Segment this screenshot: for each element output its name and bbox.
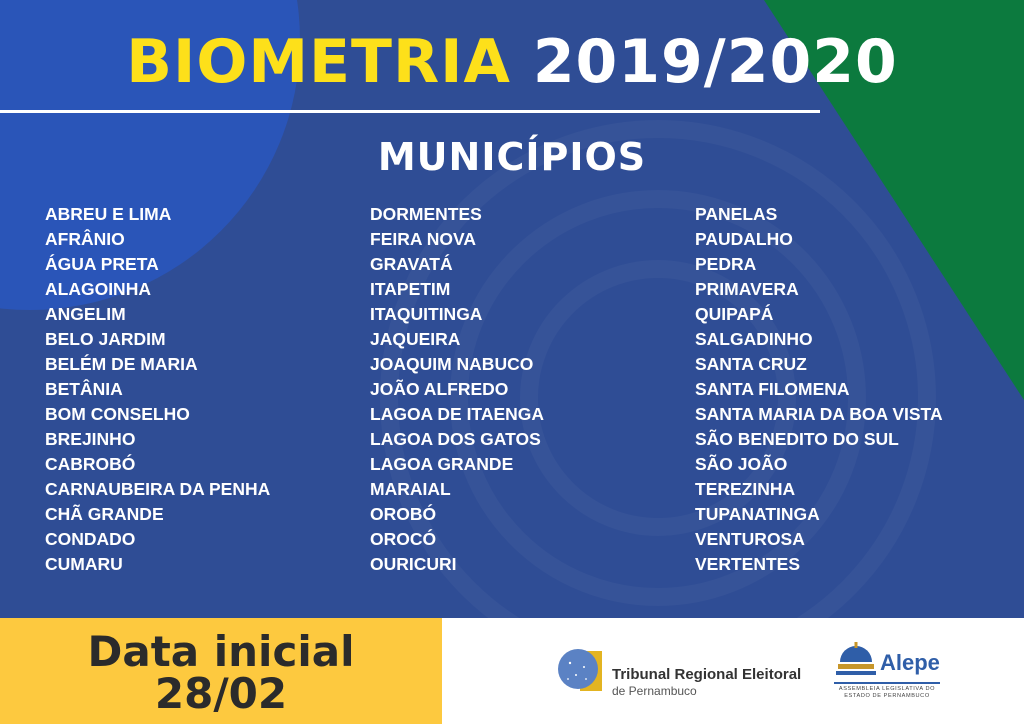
municipality-item: CHÃ GRANDE	[45, 504, 164, 524]
municipality-item: SANTA CRUZ	[695, 354, 807, 374]
page-title	[0, 22, 1024, 102]
municipality-item: CONDADO	[45, 529, 136, 549]
municipality-item: CUMARU	[45, 554, 123, 574]
municipality-item: ITAPETIM	[370, 279, 451, 299]
municipality-item: SÃO JOÃO	[695, 454, 788, 474]
municipality-item: PANELAS	[695, 204, 778, 224]
tre-seal-icon	[556, 645, 606, 695]
municipality-item: MARAIAL	[370, 479, 451, 499]
title-year: 2019/2020	[532, 27, 898, 97]
municipality-item: OROCÓ	[370, 529, 437, 549]
municipality-item: SANTA FILOMENA	[695, 379, 850, 399]
municipality-item: BETÂNIA	[45, 379, 123, 399]
tre-name: Tribunal Regional Eleitoral	[612, 666, 802, 683]
municipality-column-3	[695, 202, 943, 577]
municipality-item: CABROBÓ	[45, 454, 136, 474]
municipality-item: BREJINHO	[45, 429, 136, 449]
municipality-item: AFRÂNIO	[45, 229, 125, 249]
municipality-item: TEREZINHA	[695, 479, 796, 499]
municipality-item: ITAQUITINGA	[370, 304, 483, 324]
municipality-item: ÁGUA PRETA	[45, 254, 159, 274]
municipality-item: GRAVATÁ	[370, 254, 453, 274]
municipality-item: ANGELIM	[45, 304, 126, 324]
municipality-item: DORMENTES	[370, 204, 482, 224]
municipality-item: PRIMAVERA	[695, 279, 799, 299]
alepe-name: Alepe	[880, 650, 940, 675]
municipality-item: SANTA MARIA DA BOA VISTA	[695, 404, 943, 424]
municipality-item: VENTUROSA	[695, 529, 805, 549]
municipality-item: JOAQUIM NABUCO	[370, 354, 534, 374]
municipality-item: ALAGOINHA	[45, 279, 151, 299]
municipality-item: QUIPAPÁ	[695, 304, 774, 324]
municipality-item: PEDRA	[695, 254, 757, 274]
municipality-item: LAGOA GRANDE	[370, 454, 514, 474]
tre-subtitle: de Pernambuco	[612, 684, 697, 698]
date-value: 28/02	[154, 669, 288, 718]
alepe-divider	[834, 682, 940, 684]
municipality-item: ABREU E LIMA	[45, 204, 172, 224]
municipality-item: SALGADINHO	[695, 329, 813, 349]
title-divider	[0, 110, 820, 113]
date-box	[0, 618, 442, 724]
municipality-item: CARNAUBEIRA DA PENHA	[45, 479, 271, 499]
municipality-column-1	[45, 202, 270, 577]
municipality-item: FEIRA NOVA	[370, 229, 476, 249]
municipality-item: SÃO BENEDITO DO SUL	[695, 429, 899, 449]
title-biometria: BIOMETRIA	[126, 27, 511, 97]
alepe-building-icon	[834, 640, 878, 684]
municipality-item: JAQUEIRA	[370, 329, 461, 349]
municipality-item: BOM CONSELHO	[45, 404, 190, 424]
municipality-item: LAGOA DE ITAENGA	[370, 404, 545, 424]
municipality-item: VERTENTES	[695, 554, 801, 574]
municipality-item: JOÃO ALFREDO	[370, 379, 509, 399]
municipality-item: OROBÓ	[370, 504, 437, 524]
municipality-item: TUPANATINGA	[695, 504, 820, 524]
municipality-item: OURICURI	[370, 554, 457, 574]
alepe-subtitle: ASSEMBLEIA LEGISLATIVA DO ESTADO DE PERNAMBUCO	[838, 686, 936, 699]
municipality-item: BELÉM DE MARIA	[45, 354, 198, 374]
footer	[0, 618, 1024, 724]
municipality-item: BELO JARDIM	[45, 329, 166, 349]
municipality-item: PAUDALHO	[695, 229, 793, 249]
municipality-column-2	[370, 202, 544, 577]
date-label: Data inicial	[87, 627, 355, 676]
municipality-item: LAGOA DOS GATOS	[370, 429, 541, 449]
subtitle-municipios: MUNICÍPIOS	[377, 135, 647, 179]
